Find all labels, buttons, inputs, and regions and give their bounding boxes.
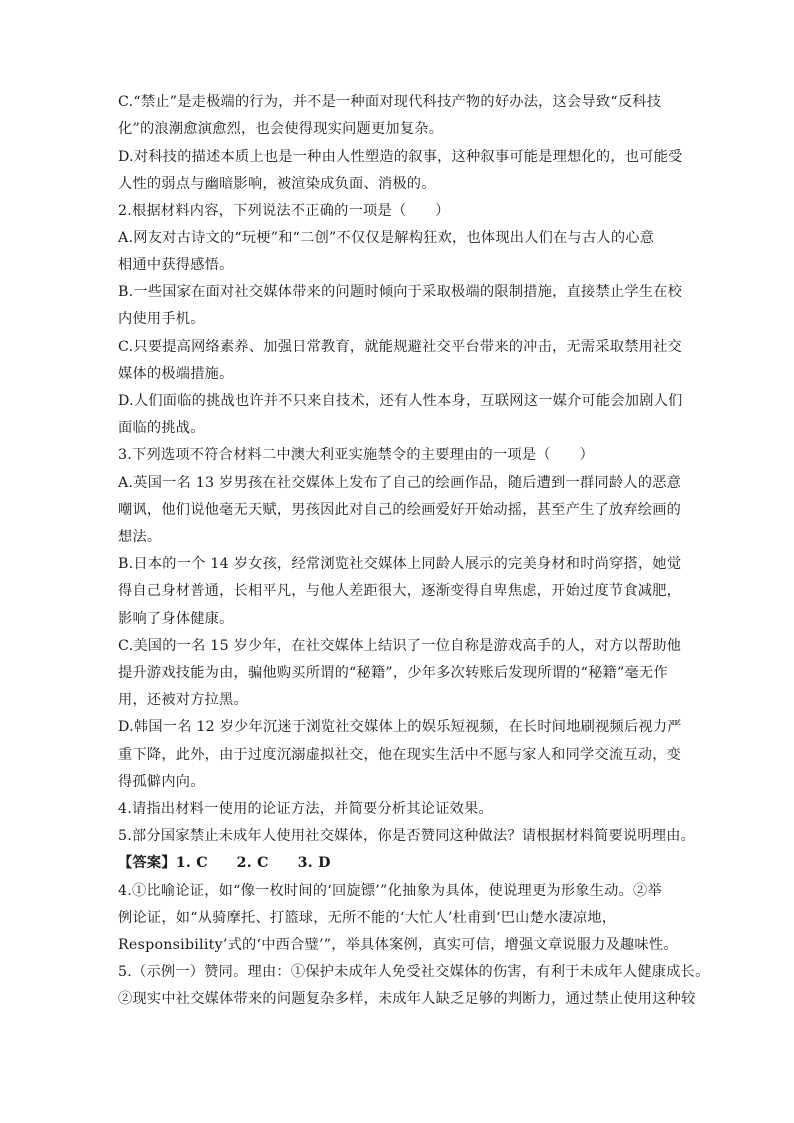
- option-d-line-2: 人性的弱点与幽暗影响，被渲染成负面、消极的。: [118, 176, 436, 192]
- answer-5-line-2: ②现实中社交媒体带来的问题复杂多样，未成年人缺乏足够的判断力，通过禁止使用这种较: [118, 991, 696, 1007]
- answer-4-line-1: 4.①比喻论证，如“像一枚时间的‘回旋镖’”化抽象为具体，使说理更为形象生动。②举: [118, 883, 662, 899]
- option-d-line-1: D.对科技的描述本质上也是一种由人性塑造的叙事，这种叙事可能是理想化的，也可能受: [118, 149, 683, 165]
- q3-option-b-2: 得自己身材普通，长相平凡，与他人差距很大，逐渐变得自卑焦虑，开始过度节食减肥，: [118, 583, 682, 599]
- answer-4-line-3: Responsibility’式的‘中西合璧’”，举具体案例，真实可信，增强文章说服力及趣味性。: [118, 937, 678, 953]
- q2-option-a-1: A.网友对古诗文的“玩梗”和“二创”不仅仅是解构狂欢，也体现出人们在与古人的心意: [118, 230, 655, 246]
- q3-option-c-1: C.美国的一名 15 岁少年，在社交媒体上结识了一位自称是游戏高手的人，对方以帮助他: [118, 638, 682, 654]
- q3-option-c-3: 用，还被对方拉黑。: [118, 692, 248, 708]
- q2-option-d-1: D.人们面临的挑战也许并不只来自技术，还有人性本身，互联网这一媒介可能会加剧人们: [118, 393, 683, 409]
- q3-option-c-2: 提升游戏技能为由，骗他购买所谓的“秘籍”，少年多次转账后发现所谓的“秘籍”毫无作: [118, 665, 668, 681]
- option-c-line-1: C.“禁止”是走极端的行为，并不是一种面对现代科技产物的好办法，这会导致“反科技: [118, 94, 662, 110]
- q3-option-d-2: 重下降，此外，由于过度沉溺虚拟社交，他在现实生活中不愿与家人和同学交流互动，变: [118, 747, 682, 763]
- q2-option-c-1: C.只要提高网络素养、加强日常教育，就能规避社交平台带来的冲击，无需采取禁用社交: [118, 339, 682, 355]
- question-2: 2.根据材料内容，下列说法不正确的一项是（ ）: [118, 203, 450, 219]
- option-c-line-2: 化”的浪潮愈演愈烈，也会使得现实问题更加复杂。: [118, 121, 444, 137]
- answer-4-line-2: 例论证，如“从骑摩托、打篮球，无所不能的‘大忙人’杜甫到‘巴山楚水凄凉地，: [118, 910, 617, 926]
- q3-option-d-1: D.韩国一名 12 岁少年沉迷于浏览社交媒体上的娱乐短视频，在长时间地刷视频后视力严: [118, 719, 682, 735]
- q3-option-d-3: 得孤僻内向。: [118, 774, 205, 790]
- q2-option-d-2: 面临的挑战。: [118, 420, 205, 436]
- answer-heading: 【答案】1. C 2. C 3. D: [118, 855, 331, 871]
- q3-option-a-3: 想法。: [118, 529, 162, 545]
- q3-option-b-1: B.日本的一个 14 岁女孩，经常浏览社交媒体上同龄人展示的完美身材和时尚穿搭，她觉: [118, 556, 682, 572]
- q3-option-b-3: 影响了身体健康。: [118, 611, 234, 627]
- q2-option-a-2: 相通中获得感悟。: [118, 257, 234, 273]
- question-5: 5.部分国家禁止未成年人使用社交媒体，你是否赞同这种做法？请根据材料简要说明理由。: [118, 828, 696, 844]
- question-3: 3.下列选项不符合材料二中澳大利亚实施禁令的主要理由的一项是（ ）: [118, 447, 595, 463]
- q2-option-b-1: B.一些国家在面对社交媒体带来的问题时倾向于采取极端的限制措施，直接禁止学生在校: [118, 284, 683, 300]
- q3-option-a-2: 嘲讽，他们说他毫无天赋，男孩因此对自己的绘画爱好开始动摇，甚至产生了放弃绘画的: [118, 502, 682, 518]
- question-4: 4.请指出材料一使用的论证方法，并简要分析其论证效果。: [118, 801, 493, 817]
- q3-option-a-1: A.英国一名 13 岁男孩在社交媒体上发布了自己的绘画作品，随后遭到一群同龄人的恶意: [118, 475, 682, 491]
- q2-option-c-2: 媒体的极端措施。: [118, 366, 234, 382]
- q2-option-b-2: 内使用手机。: [118, 311, 205, 327]
- answer-5-line-1: 5.（示例一）赞同。理由：①保护未成年人免受社交媒体的伤害，有利于未成年人健康成长。: [118, 964, 710, 980]
